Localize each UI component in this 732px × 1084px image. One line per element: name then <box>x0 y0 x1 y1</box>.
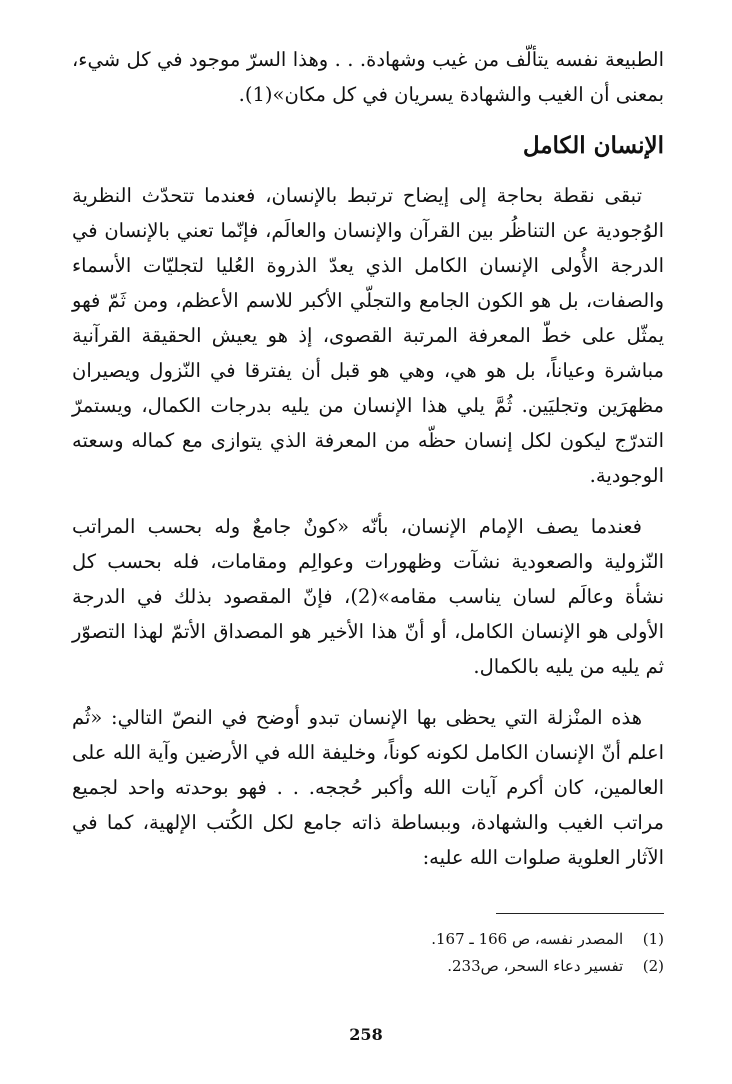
footnote-text: المصدر نفسه، ص 166 ـ 167. <box>431 930 624 948</box>
paragraph-3: هذه المنْزلة التي يحظى بها الإنسان تبدو أوضح في النصّ التالي: «ثُم اعلم أنّ الإنسان الكامل لكونه كوناً، وخليفة الله في الأرضين وآية الله على العالمين، كان أكرم آيات الله وأكبر حُججه. . . فهو بوحدته واحد لجميع مراتب الغيب والشهادة، وببساطة ذاته جامع لكل الكُتب الإلهية، كما في الآثار العلوية صلوات الله عليه: <box>72 706 664 869</box>
footnote-2 <box>72 953 664 980</box>
paragraph-1: تبقى نقطة بحاجة إلى إيضاح ترتبط بالإنسان، فعندما تتحدّث النظرية الوُجودية عن التناظُر بين القرآن والإنسان والعالَم، فإنّما تعني بالإنسان في الدرجة الأُولى الإنسان الكامل الذي يعدّ الذروة العُليا لتجليّات الأسماء والصفات، بل هو الكون الجامع والتجلّي الأكبر للاسم الأعظم، ومن ثَمّ فهو يمثّل على خطّ المعرفة المرتبة القصوى، إذ هو يعيش الحقيقة القرآنية مباشرة وعياناً، بل هو هي، وهي هو قبل أن يفترقا في النّزول ويصيران مظهرَين وتجليَين. ثُمَّ يلي هذا الإنسان من يليه بدرجات الكمال، ويستمرّ التدرّج ليكون لكل إنسان حظّه من المعرفة الذي يتوازى مع كماله وسعته الوجودية. <box>72 184 664 487</box>
intro-paragraph: الطبيعة نفسه يتألّف من غيب وشهادة. . . وهذا السرّ موجود في كل شيء، بمعنى أن الغيب والشهادة يسريان في كل مكان»(1). <box>72 48 664 106</box>
footnote-1 <box>72 926 664 953</box>
page-number: 258 <box>349 1025 383 1044</box>
page-body <box>72 42 664 1052</box>
footnote-number: (2) <box>642 957 664 975</box>
footnote-divider <box>72 913 664 927</box>
footnote-text: تفسير دعاء السحر، ص233. <box>447 957 624 975</box>
paragraph-2: فعندما يصف الإمام الإنسان، بأنّه «كونٌ جامعٌ وله بحسب المراتب النّزولية والصعودية نشآت وظهورات وعوالِم ومقامات، فله بحسب كل نشأة وعالَم لسان يناسب مقامه»(2)، فإنّ المقصود بذلك في الدرجة الأولى هو الإنسان الكامل، أو أنّ هذا الأخير هو المصداق الأتمّ لهذا التصوّر ثم يليه من يليه بالكمال. <box>72 515 664 678</box>
footnotes <box>72 926 664 980</box>
section-heading: الإنسان الكامل <box>522 132 664 159</box>
footnote-number: (1) <box>642 930 664 948</box>
